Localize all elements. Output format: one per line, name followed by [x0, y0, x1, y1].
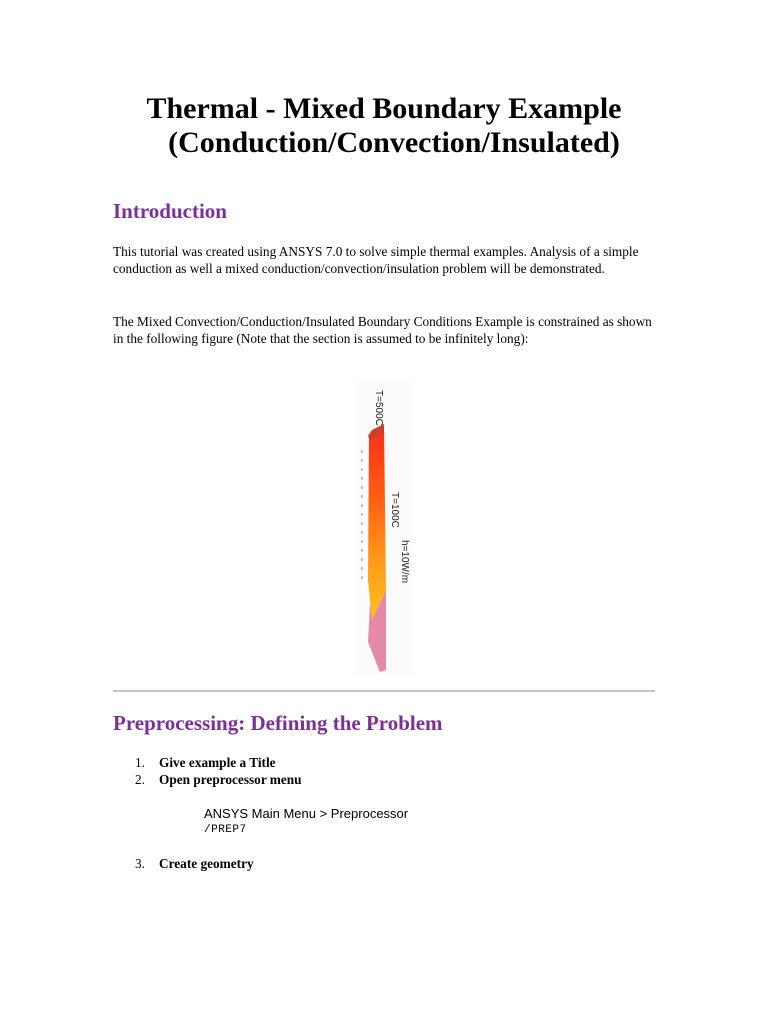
list-item-text: Create geometry — [159, 856, 254, 871]
introduction-paragraph-1: This tutorial was created using ANSYS 7.0 to solve simple thermal examples. Analysis of a simple conduction as well a mixed conduction/convection/insulation problem will be demonstrated. — [113, 244, 639, 276]
introduction-paragraph-2: The Mixed Convection/Conduction/Insulated Boundary Conditions Example is constrained as shown in the following figure (Note that the section is assumed to be infinitely long): — [113, 314, 652, 346]
figure-label-side-2: h=10W/m — [399, 540, 410, 584]
heated-section-shape — [368, 424, 386, 620]
figure-label-top: T=500C — [373, 390, 384, 426]
menu-path: ANSYS Main Menu > Preprocessor — [204, 806, 409, 821]
preprocessing-heading: Preprocessing: Defining the Problem — [113, 711, 443, 735]
section-divider — [113, 690, 655, 692]
page-title-line-1: Thermal - Mixed Boundary Example — [146, 92, 622, 125]
figure-label-side-1: T=100C — [389, 492, 400, 528]
list-item-text: Give example a Title — [159, 755, 276, 770]
list-item — [113, 855, 653, 872]
list-item-number: 3. — [135, 856, 145, 871]
list-item — [113, 771, 653, 788]
command-text: /PREP7 — [204, 824, 247, 836]
thermal-section-figure — [356, 380, 412, 675]
list-item-number: 1. — [135, 755, 145, 770]
list-item — [113, 754, 653, 771]
list-item-text: Open preprocessor menu — [159, 772, 302, 787]
introduction-heading: Introduction — [113, 199, 227, 223]
page-title-line-2: (Conduction/Convection/Insulated) — [168, 126, 620, 159]
list-item-number: 2. — [135, 772, 145, 787]
